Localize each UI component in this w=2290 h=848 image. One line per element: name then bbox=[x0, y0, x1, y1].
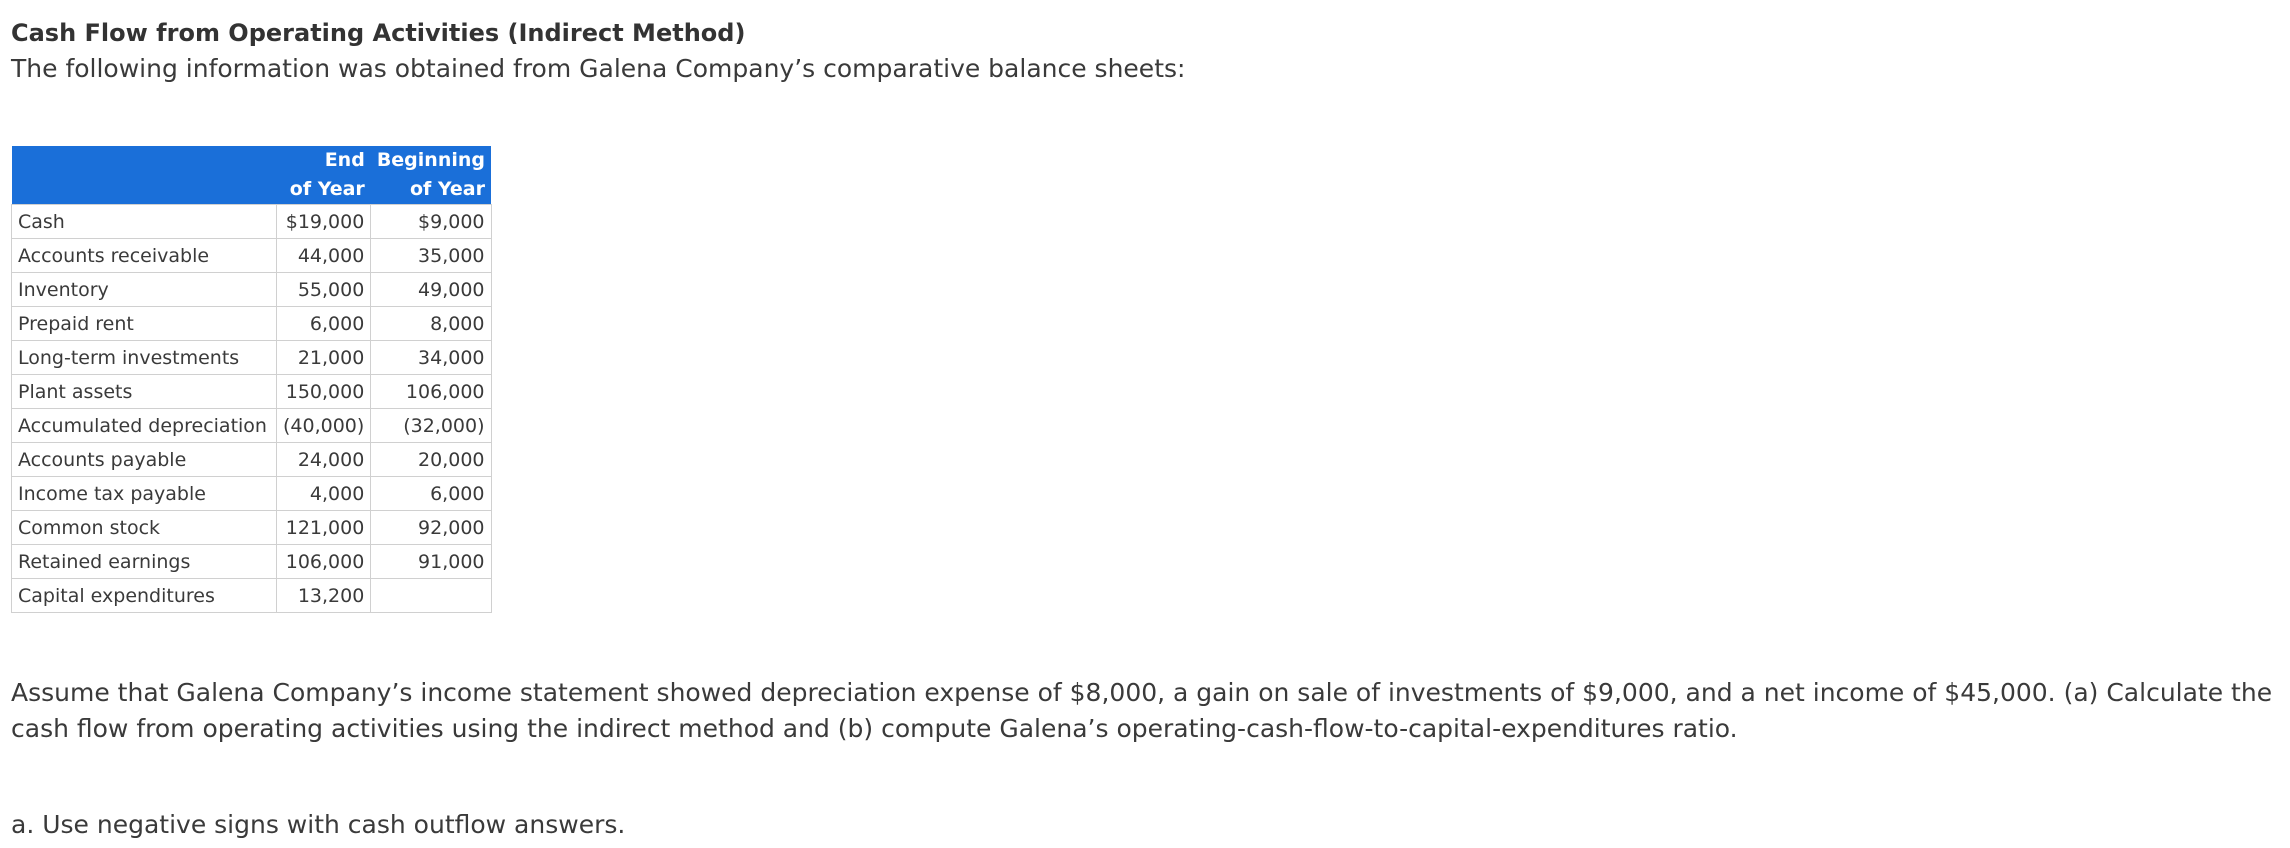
row-label: Accounts receivable bbox=[12, 239, 277, 273]
row-beginning-value: 35,000 bbox=[371, 239, 491, 273]
row-label: Capital expenditures bbox=[12, 579, 277, 613]
header-beg-line2: of Year bbox=[409, 178, 485, 200]
row-beginning-value: $9,000 bbox=[371, 205, 491, 239]
row-end-value: (40,000) bbox=[277, 409, 371, 443]
row-end-value: 13,200 bbox=[277, 579, 371, 613]
row-end-value: 21,000 bbox=[277, 341, 371, 375]
row-end-value: 150,000 bbox=[277, 375, 371, 409]
row-label: Accounts payable bbox=[12, 443, 277, 477]
row-label: Cash bbox=[12, 205, 277, 239]
row-beginning-value: 106,000 bbox=[371, 375, 491, 409]
row-beginning-value: 92,000 bbox=[371, 511, 491, 545]
table-row bbox=[12, 511, 492, 545]
row-label: Retained earnings bbox=[12, 545, 277, 579]
row-beginning-value: 49,000 bbox=[371, 273, 491, 307]
row-beginning-value: 6,000 bbox=[371, 477, 491, 511]
table-row bbox=[12, 341, 492, 375]
instruction-text: a. Use negative signs with cash outflow answers. bbox=[11, 810, 626, 839]
row-beginning-value: 8,000 bbox=[371, 307, 491, 341]
row-label: Plant assets bbox=[12, 375, 277, 409]
row-beginning-value: 34,000 bbox=[371, 341, 491, 375]
header-beginning-of-year bbox=[371, 146, 491, 205]
row-end-value: 44,000 bbox=[277, 239, 371, 273]
table-row bbox=[12, 375, 492, 409]
header-end-line2: of Year bbox=[289, 178, 365, 200]
row-label: Long-term investments bbox=[12, 341, 277, 375]
row-end-value: 24,000 bbox=[277, 443, 371, 477]
page-title: Cash Flow from Operating Activities (Indirect Method) bbox=[11, 19, 746, 47]
row-end-value: $19,000 bbox=[277, 205, 371, 239]
row-end-value: 55,000 bbox=[277, 273, 371, 307]
row-end-value: 106,000 bbox=[277, 545, 371, 579]
row-label: Inventory bbox=[12, 273, 277, 307]
table-row bbox=[12, 409, 492, 443]
row-beginning-value: 20,000 bbox=[371, 443, 491, 477]
row-label: Prepaid rent bbox=[12, 307, 277, 341]
header-beg-line1: Beginning bbox=[376, 149, 485, 171]
row-beginning-value: (32,000) bbox=[371, 409, 491, 443]
header-end-of-year bbox=[277, 146, 371, 205]
row-label: Income tax payable bbox=[12, 477, 277, 511]
row-label: Common stock bbox=[12, 511, 277, 545]
table-row bbox=[12, 579, 492, 613]
row-label: Accumulated depreciation bbox=[12, 409, 277, 443]
table-row bbox=[12, 205, 492, 239]
header-end-line1: End bbox=[324, 149, 365, 171]
table-row bbox=[12, 477, 492, 511]
row-beginning-value bbox=[371, 579, 491, 613]
row-end-value: 4,000 bbox=[277, 477, 371, 511]
row-beginning-value: 91,000 bbox=[371, 545, 491, 579]
table-header-row bbox=[12, 146, 492, 205]
table-row bbox=[12, 443, 492, 477]
table-row bbox=[12, 273, 492, 307]
row-end-value: 121,000 bbox=[277, 511, 371, 545]
table-row bbox=[12, 307, 492, 341]
table-row bbox=[12, 239, 492, 273]
header-label bbox=[12, 146, 277, 205]
intro-text: The following information was obtained from Galena Company’s comparative balance sheets: bbox=[11, 54, 1186, 83]
question-text: Assume that Galena Company’s income statement showed depreciation expense of $8,000, a gain on sale of investments of $9,000, and a net income of $45,000. (a) Calculate the cash flow from operating activities using the indirect method and (b) compute Galena’s operating-cash-flow-to-capital-expenditures ratio. bbox=[11, 678, 2273, 743]
balance-sheet-table bbox=[11, 146, 492, 613]
table-row bbox=[12, 545, 492, 579]
row-end-value: 6,000 bbox=[277, 307, 371, 341]
